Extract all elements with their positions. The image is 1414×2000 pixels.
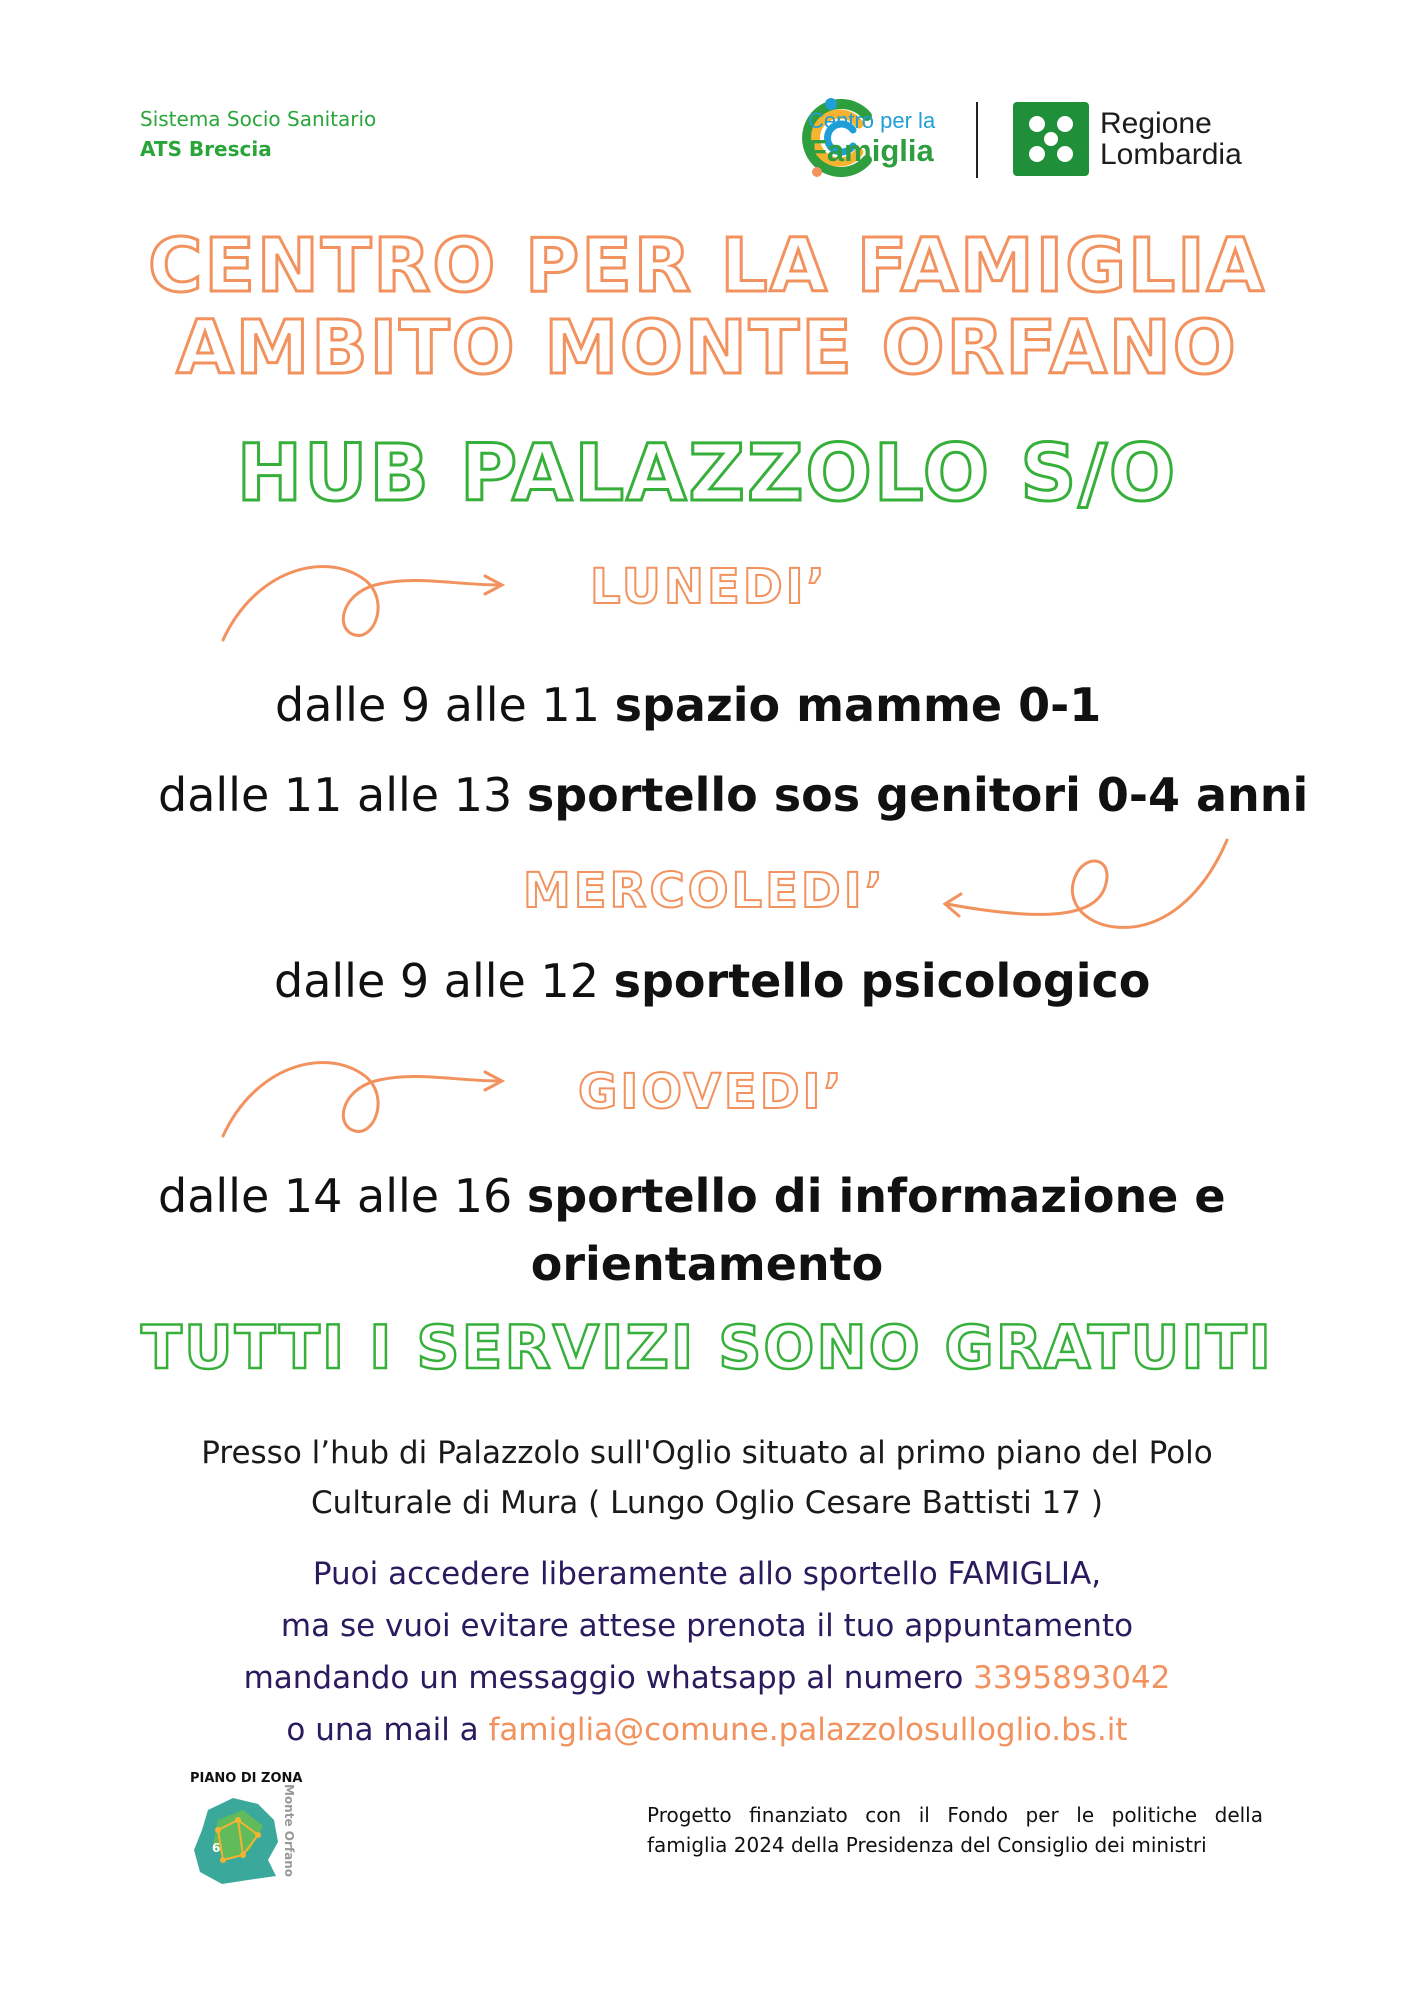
schedule-service-continued <box>0 1236 1414 1292</box>
day-giovedi: GIOVEDI’ <box>578 1064 845 1120</box>
schedule-time: dalle 9 alle 12 <box>274 954 599 1008</box>
schedule-service: sportello sos genitori 0-4 anni <box>526 768 1309 822</box>
piano-di-zona-label: PIANO DI ZONA <box>190 1771 303 1786</box>
hub-title: HUB PALAZZOLO S/O <box>236 429 1178 519</box>
curly-arrow-icon <box>935 832 1235 942</box>
schedule-time: dalle 14 alle 16 <box>158 1169 513 1223</box>
contact-text <box>0 1548 1414 1756</box>
title-line1: CENTRO PER LA FAMIGLIA <box>148 223 1266 309</box>
funding-line2: famiglia 2024 della Presidenza del Consiglio dei ministri <box>647 1833 1207 1857</box>
ats-brescia-header <box>140 104 376 164</box>
schedule-item <box>275 677 1101 733</box>
schedule-item <box>274 953 1150 1009</box>
phone-number-link[interactable]: 3395893042 <box>973 1660 1171 1696</box>
ats-line1: Sistema Socio Sanitario <box>140 107 377 131</box>
schedule-service: orientamento <box>530 1237 884 1291</box>
location-text <box>0 1428 1414 1528</box>
contact-line3-prefix: mandando un messaggio whatsapp al numero <box>243 1660 974 1696</box>
contact-line4 <box>0 1704 1414 1756</box>
regione-lombardia-logo-text <box>1100 108 1242 170</box>
contact-line1: Puoi accedere liberamente allo sportello FAMIGLIA, <box>312 1556 1102 1592</box>
day-lunedi: LUNEDI’ <box>590 559 828 615</box>
regione-line2: Lombardia <box>1100 138 1242 171</box>
contact-line3 <box>0 1652 1414 1704</box>
curly-arrow-icon <box>215 540 515 650</box>
funding-note <box>647 1800 1263 1860</box>
funding-line1: Progetto finanziato con il Fondo per le politiche della <box>647 1803 1263 1827</box>
schedule-item <box>158 767 1308 823</box>
location-line1: Presso l’hub di Palazzolo sull'Oglio situato al primo piano del Polo <box>201 1435 1213 1471</box>
piano-di-zona-side-label: Monte Orfano <box>282 1784 296 1878</box>
schedule-time: dalle 9 alle 11 <box>275 678 600 732</box>
schedule-item <box>158 1168 1226 1224</box>
regione-lombardia-logo-icon <box>1013 102 1089 176</box>
logo-separator <box>976 102 978 178</box>
contact-line4-prefix: o una mail a <box>286 1712 489 1748</box>
contact-line2: ma se vuoi evitare attese prenota il tuo appuntamento <box>280 1608 1134 1644</box>
day-mercoledi: MERCOLEDI’ <box>523 863 886 919</box>
schedule-time: dalle 11 alle 13 <box>158 768 513 822</box>
schedule-service: sportello di informazione e <box>526 1169 1226 1223</box>
centro-famiglia-logo-text <box>808 108 935 168</box>
curly-arrow-icon <box>215 1036 515 1146</box>
location-line2: Culturale di Mura ( Lungo Oglio Cesare Battisti 17 ) <box>311 1485 1103 1521</box>
regione-line1: Regione <box>1100 107 1212 140</box>
email-link[interactable]: famiglia@comune.palazzolosulloglio.bs.it <box>488 1712 1128 1748</box>
schedule-service: spazio mamme 0-1 <box>614 678 1102 732</box>
centro-logo-line2: Famiglia <box>808 133 934 168</box>
schedule-service: sportello psicologico <box>613 954 1151 1008</box>
piano-number: 6 <box>212 1841 221 1855</box>
free-services-banner: TUTTI I SERVIZI SONO GRATUITI <box>141 1313 1273 1383</box>
ats-line2: ATS Brescia <box>140 137 272 161</box>
centro-logo-line1: Centro per la <box>808 108 936 133</box>
title-line2: AMBITO MONTE ORFANO <box>176 305 1238 391</box>
